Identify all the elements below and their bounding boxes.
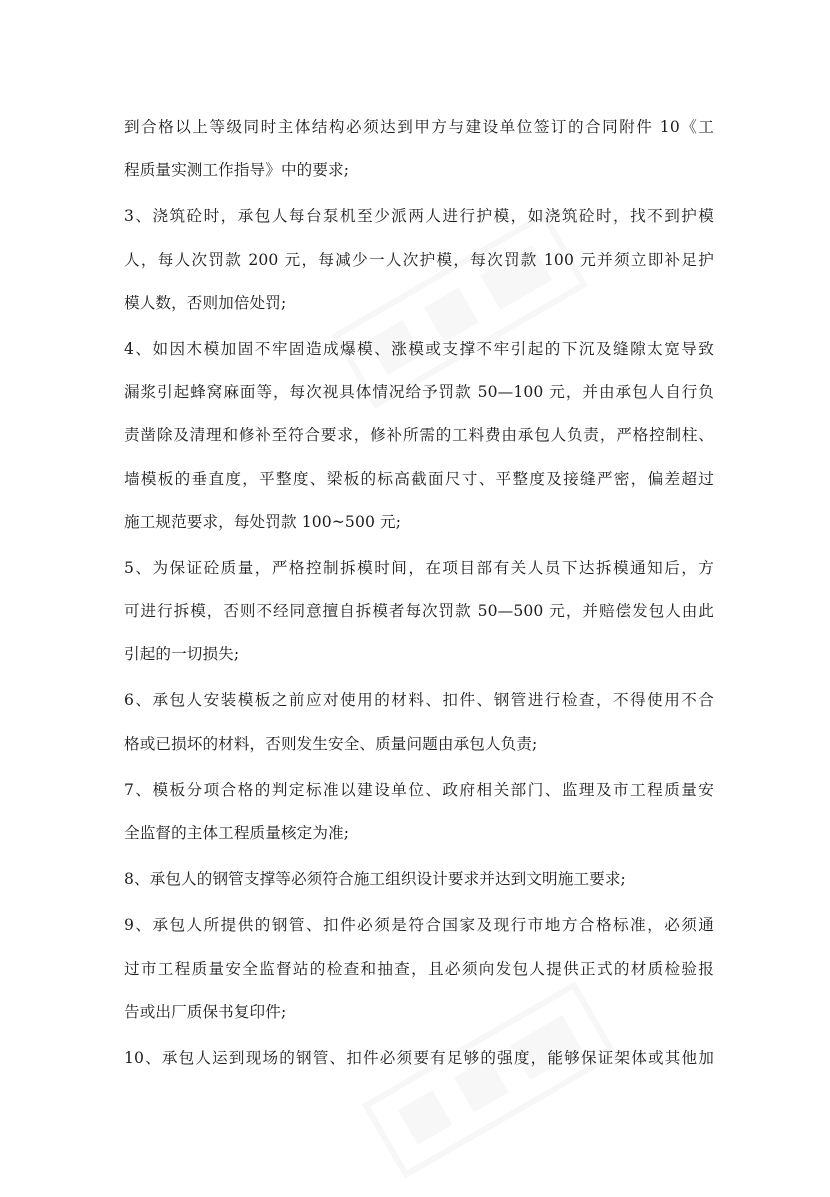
text-line: 3、浇筑砼时，承包人每台泵机至少派两人进行护模，如浇筑砼时，找不到护模 [124,207,714,226]
text-line: 漏浆引起蜂窝麻面等，每次视具体情况给予罚款 50—100 元，并由承包人自行负 [124,383,714,402]
text-line: 全监督的主体工程质量核定为准; [124,824,350,842]
text-line: 4、如因木模加固不牢固造成爆模、涨模或支撑不牢引起的下沉及缝隙太宽导致 [124,339,714,358]
text-line: 7、模板分项合格的判定标准以建设单位、政府相关部门、监理及市工程质量安 [124,780,714,799]
text-line: 告或出厂质保书复印件; [124,1002,287,1021]
text-line: 可进行拆模，否则不经同意擅自拆模者每次罚款 50—500 元，并赔偿发包人由此 [124,602,714,621]
paragraph [124,1037,714,1080]
paragraph [124,195,714,325]
text-line: 过市工程质量安全监督站的检查和抽查，且必须向发包人提供正式的材质检验报 [124,959,714,978]
text-line: 人，每人次罚款 200 元，每减少一人次护模，每次罚款 100 元并须立即补足护 [124,250,714,269]
paragraph [124,858,714,901]
text-line: 到合格以上等级同时主体结构必须达到甲方与建设单位签订的合同附件 10《工 [124,118,714,136]
text-line: 5、为保证砼质量，严格控制拆模时间，在项目部有关人员下达拆模通知后，方 [124,558,714,577]
text-line: 程质量实测工作指导》中的要求; [124,161,350,180]
text-line: 格或已损坏的材料，否则发生安全、质量问题由承包人负责; [124,734,538,753]
text-line: 6、承包人安装模板之前应对使用的材料、扣件、钢管进行检查，不得使用不合 [124,691,714,710]
text-line: 9、承包人所提供的钢管、扣件必须是符合国家及现行市地方合格标准，必须通 [124,916,714,935]
text-line: 施工规范要求，每处罚款 100~500 元; [124,512,402,531]
body-text [124,106,714,1080]
text-line: 责凿除及清理和修补至符合要求，修补所需的工料费由承包人负责，严格控制柱、 [124,426,714,445]
paragraph [124,547,714,677]
paragraph [124,904,714,1034]
text-line: 引起的一切损失; [124,645,240,664]
text-line: 10、承包人运到现场的钢管、扣件必须要有足够的强度，能够保证架体或其他加 [124,1048,714,1067]
text-line: 8、承包人的钢管支撑等必须符合施工组织设计要求并达到文明施工要求; [124,870,626,889]
text-line: 模人数，否则加倍处罚; [124,293,287,312]
paragraph [124,328,714,544]
paragraph [124,769,714,855]
paragraph [124,106,714,192]
text-line: 墙模板的垂直度，平整度、梁板的标高截面尺寸、平整度及接缝严密，偏差超过 [124,469,714,488]
paragraph [124,679,714,765]
